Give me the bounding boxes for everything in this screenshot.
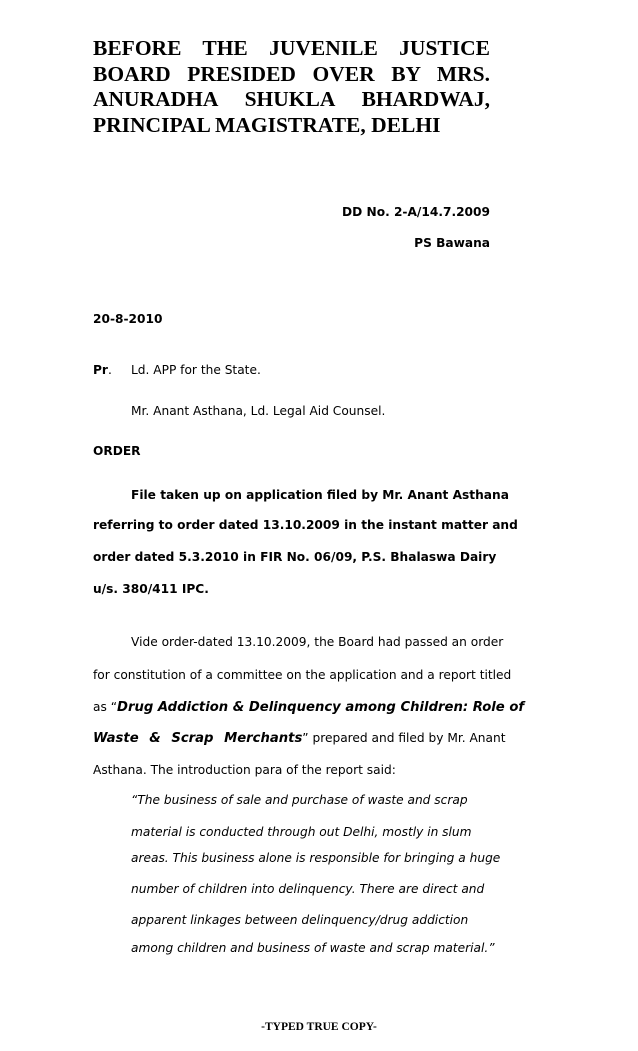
document-title: BEFORE THE JUVENILE JUSTICE BOARD PRESIDED OVER BY MRS. ANURADHA SHUKLA BHARDWAJ, PRINCIPAL MAGISTRATE, DELHI [93, 36, 490, 137]
para1-line-4: u/s. 380/411 IPC. [93, 582, 209, 596]
quote-line-4: number of children into delinquency. There are direct and [131, 882, 485, 896]
para2-line-3-prefix: as “ [93, 700, 118, 714]
presence-label-text: Pr [93, 363, 108, 377]
presence-label-suffix: . [107, 363, 112, 377]
quote-line-2: material is conducted through out Delhi, mostly in slum [131, 825, 472, 839]
para2-line-4-rest: ” prepared and filed by Mr. Anant [302, 731, 506, 745]
quote-line-6: among children and business of waste and scrap material.” [131, 941, 495, 955]
presence-line-2: Mr. Anant Asthana, Ld. Legal Aid Counsel. [131, 404, 386, 418]
typed-true-copy-footer: -TYPED TRUE COPY- [261, 1021, 377, 1033]
para2-line-2: for constitution of a committee on the application and a report titled [93, 668, 512, 682]
report-title-part-2: Waste & Scrap Merchants [93, 731, 303, 746]
para1-line-1: File taken up on application filed by Mr. Anant Asthana [131, 488, 509, 502]
para2-line-1: Vide order-dated 13.10.2009, the Board had passed an order [131, 635, 504, 649]
quote-line-1: “The business of sale and purchase of waste and scrap [131, 793, 468, 807]
dd-number: DD No. 2-A/14.7.2009 [342, 205, 490, 219]
para2-line-4 [93, 731, 506, 746]
order-date: 20-8-2010 [93, 312, 163, 326]
police-station: PS Bawana [414, 236, 490, 250]
para1-line-3: order dated 5.3.2010 in FIR No. 06/09, P.S. Bhalaswa Dairy [93, 550, 497, 564]
report-title-part-1: Drug Addiction & Delinquency among Children: Role of [117, 700, 525, 715]
quote-line-5: apparent linkages between delinquency/drug addiction [131, 913, 469, 927]
para1-line-2: referring to order dated 13.10.2009 in the instant matter and [93, 518, 518, 532]
quote-line-3: areas. This business alone is responsible for bringing a huge [131, 851, 501, 865]
presence-line-1: Ld. APP for the State. [131, 363, 261, 377]
presence-label [93, 363, 112, 377]
para2-line-5: Asthana. The introduction para of the report said: [93, 763, 396, 777]
order-heading: ORDER [93, 444, 141, 458]
para2-line-3 [93, 700, 525, 715]
